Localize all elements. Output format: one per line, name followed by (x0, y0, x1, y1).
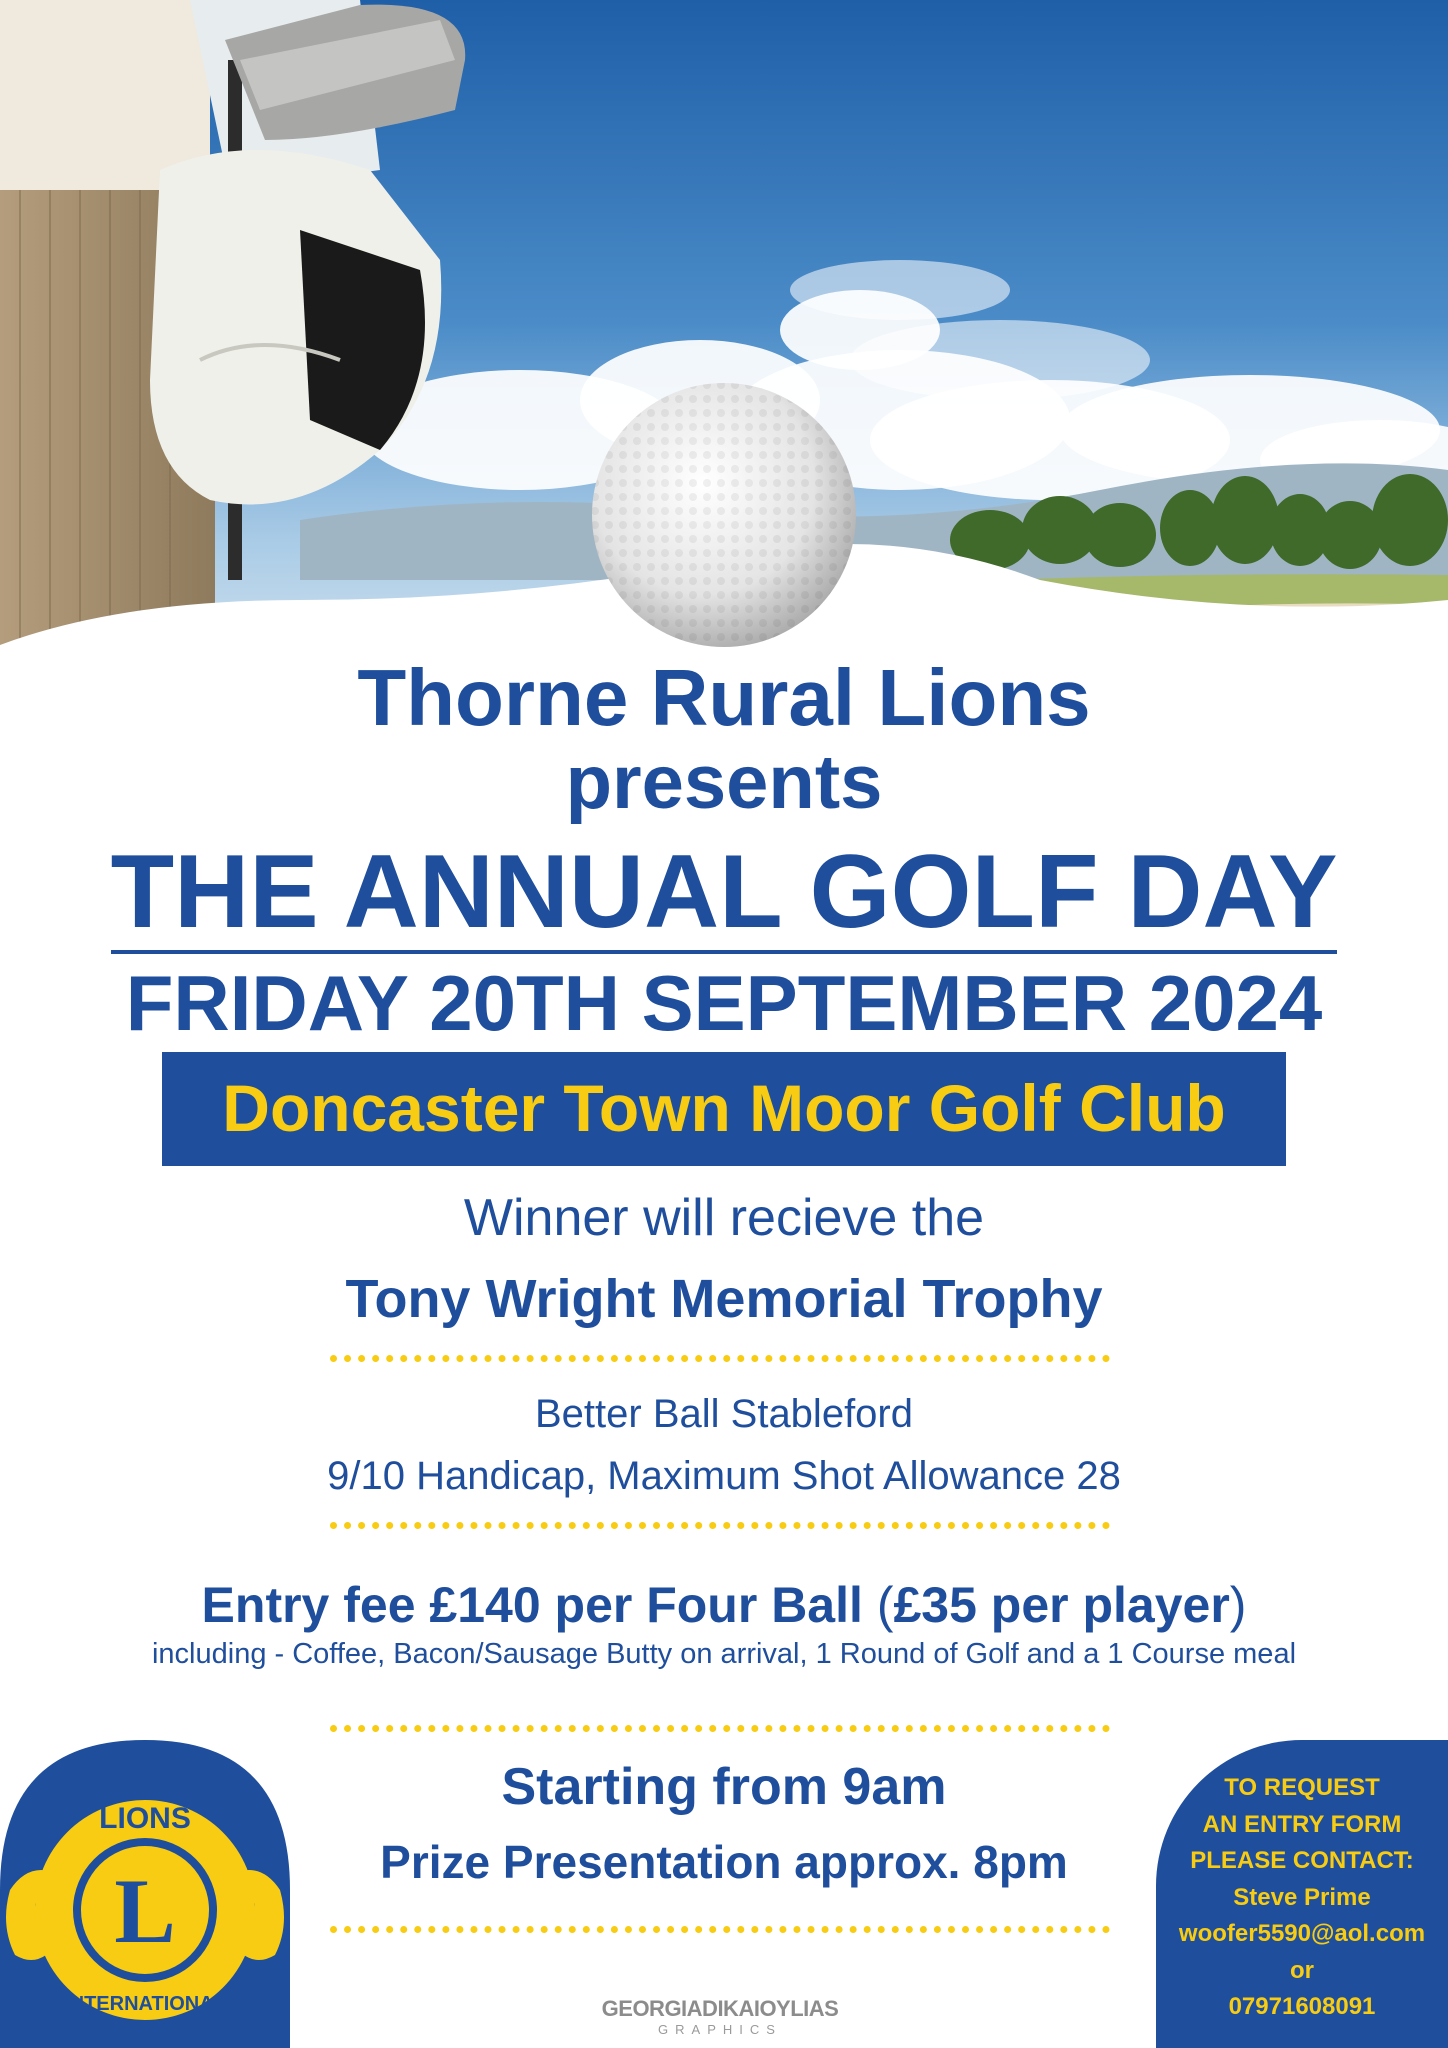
hero-golf-image (0, 0, 1448, 720)
lions-logo (0, 1740, 290, 2048)
entry-fee-per-player: £35 per player (893, 1577, 1230, 1633)
trophy-name: Tony Wright Memorial Trophy (345, 1269, 1103, 1329)
start-time: Starting from 9am (501, 1758, 947, 1816)
organizer-name: Thorne Rural Lions (357, 653, 1091, 742)
dotted-divider (330, 1522, 1110, 1529)
contact-line-1: TO REQUEST (1224, 1774, 1380, 1801)
entry-fee-main: Entry fee £140 per Four Ball (201, 1577, 863, 1633)
contact-email[interactable]: woofer5590@aol.com (1178, 1920, 1426, 1947)
lions-logo-bottom-text: INTERNATIONAL (64, 1993, 226, 2015)
venue-name: Doncaster Town Moor Golf Club (222, 1071, 1226, 1145)
paren-close: ) (1229, 1577, 1247, 1633)
contact-phone[interactable]: 07971608091 (1228, 1993, 1376, 2020)
contact-name: Steve Prime (1233, 1883, 1371, 1911)
format-line-1: Better Ball Stableford (535, 1392, 913, 1436)
designer-credit: GEORGIADIKAIOYLIAS (601, 1996, 839, 2021)
golf-ball-icon (592, 383, 856, 647)
dotted-divider (330, 1725, 1110, 1732)
dotted-divider (330, 1355, 1110, 1362)
event-title (0, 836, 1448, 948)
lions-logo-top-text: LIONS (99, 1802, 191, 1835)
prize-time: Prize Presentation approx. 8pm (380, 1836, 1068, 1888)
entry-fee (0, 1574, 1448, 1636)
event-title-text: THE ANNUAL GOLF DAY (111, 834, 1338, 954)
format-line-2: 9/10 Handicap, Maximum Shot Allowance 28 (327, 1454, 1121, 1498)
designer-credit-sub: GRAPHICS (658, 2022, 782, 2037)
contact-or: or (1290, 1956, 1314, 1984)
presents-text: presents (565, 740, 883, 825)
contact-panel (1156, 1740, 1448, 2048)
contact-line-3: PLEASE CONTACT: (1190, 1847, 1414, 1874)
entry-fee-includes: including - Coffee, Bacon/Sausage Butty on arrival, 1 Round of Golf and a 1 Course meal (151, 1638, 1297, 1670)
trophy-intro: Winner will recieve the (463, 1189, 985, 1247)
contact-line-2: AN ENTRY FORM (1202, 1810, 1402, 1838)
lions-logo-letter: L (114, 1860, 176, 1962)
paren-open: ( (876, 1577, 894, 1633)
event-date: FRIDAY 20TH SEPTEMBER 2024 (125, 959, 1323, 1047)
dotted-divider (330, 1926, 1110, 1933)
